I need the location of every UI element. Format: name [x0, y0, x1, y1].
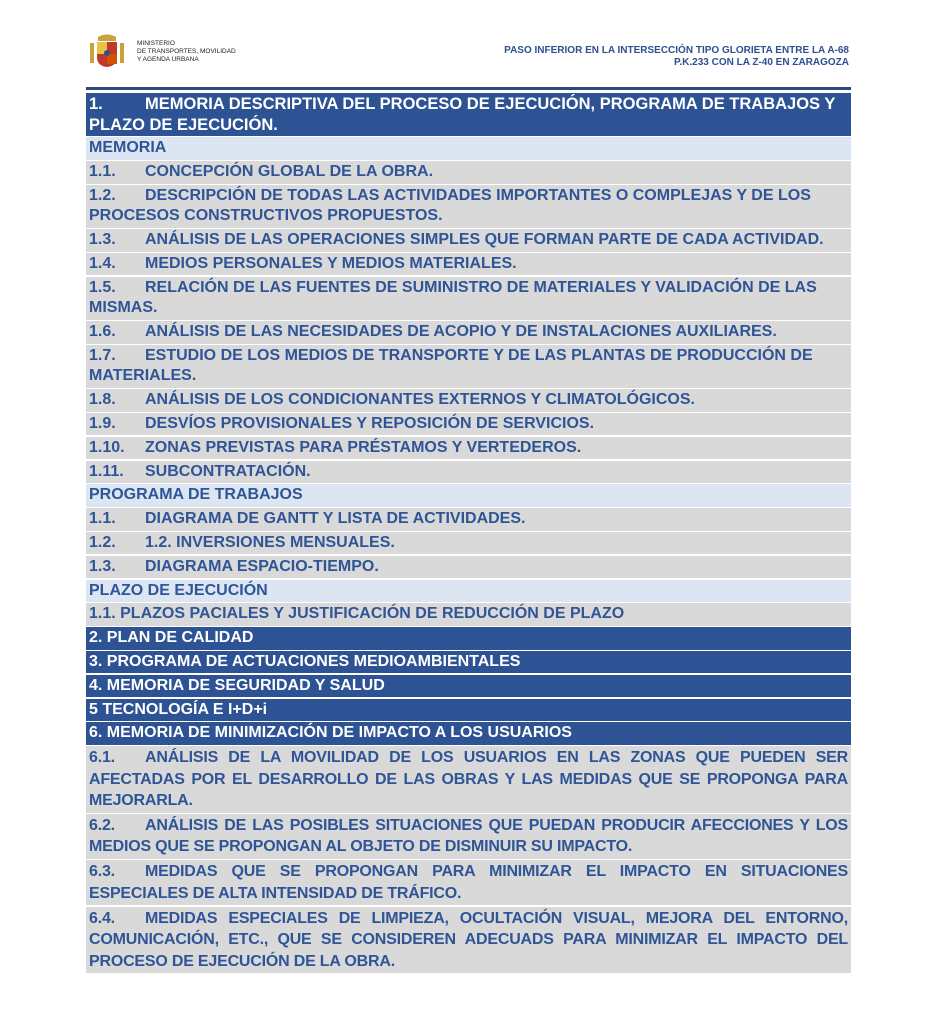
item-text: ZONAS PREVISTAS PARA PRÉSTAMOS Y VERTEDEROS. [145, 438, 582, 456]
item-number: 1.7. [89, 346, 116, 364]
item-number: 1.4. [89, 254, 116, 272]
item-text: 1.2. INVERSIONES MENSUALES. [145, 533, 395, 551]
item-row [86, 437, 851, 460]
item-row [86, 860, 851, 905]
item-number: 1.2. [89, 533, 116, 551]
item-row [86, 253, 851, 276]
item-number: 6.1. [89, 749, 115, 767]
item-text: PLAZO DE EJECUCIÓN [89, 581, 268, 599]
item-text: MEMORIA [89, 139, 167, 157]
item-row [86, 603, 851, 626]
item-text: DIAGRAMA DE GANTT Y LISTA DE ACTIVIDADES. [145, 510, 526, 528]
item-number: 1.3. [89, 231, 116, 249]
item-row [86, 556, 851, 579]
item-text: DESCRIPCIÓN DE TODAS LAS ACTIVIDADES IMPORTANTES O COMPLEJAS Y DE LOS PROCESOS CONSTRUCTIVOS PROPUESTOS. [89, 186, 811, 225]
item-text: MEMORIA DESCRIPTIVA DEL PROCESO DE EJECUCIÓN, PROGRAMA DE TRABAJOS Y PLAZO DE EJECUCIÓN. [89, 95, 836, 134]
item-number: 6.4. [89, 909, 115, 927]
item-text: CONCEPCIÓN GLOBAL DE LA OBRA. [145, 163, 434, 181]
item-text: MEDIOS PERSONALES Y MEDIOS MATERIALES. [145, 254, 517, 272]
item-number: 1.8. [89, 391, 116, 409]
item-number: 1.3. [89, 557, 116, 575]
item-text: 5 TECNOLOGÍA E I+D+i [89, 700, 268, 718]
item-row [86, 907, 851, 974]
item-row [86, 508, 851, 531]
item-row [86, 321, 851, 344]
item-text: 2. PLAN DE CALIDAD [89, 629, 254, 647]
item-text: ANÁLISIS DE LAS NECESIDADES DE ACOPIO Y DE INSTALACIONES AUXILIARES. [145, 323, 777, 341]
section-heading-row [86, 722, 851, 745]
subsection-heading-row [86, 580, 851, 603]
item-row [86, 532, 851, 555]
section-heading-row [86, 627, 851, 650]
item-text: SUBCONTRATACIÓN. [145, 462, 311, 480]
project-line: P.K.233 CON LA Z-40 EN ZARAGOZA [673, 57, 849, 68]
item-number: 1.2. [89, 186, 116, 204]
item-text: 1.1. PLAZOS PACIALES Y JUSTIFICACIÓN DE REDUCCIÓN DE PLAZO [89, 605, 625, 623]
ministry-line: MINISTERIO [137, 40, 175, 47]
item-row [86, 277, 851, 320]
item-text: MEDIDAS ESPECIALES DE LIMPIEZA, OCULTACIÓN VISUAL, MEJORA DEL ENTORNO, COMUNICACIÓN, ETC., QUE SE CONSIDEREN ADECUADS PARA MINIMIZAR EL IMPACTO DEL PROCESO DE EJECUCIÓN DE LA OBRA. [89, 909, 848, 970]
item-text: ANÁLISIS DE LAS OPERACIONES SIMPLES QUE FORMAN PARTE DE CADA ACTIVIDAD. [145, 231, 824, 249]
section-heading-row [86, 699, 851, 722]
contents-table [86, 93, 851, 974]
coat-of-arms-logo [88, 33, 126, 69]
item-number: 1.1. [89, 163, 116, 181]
item-row [86, 229, 851, 252]
section-heading-row [86, 93, 851, 136]
item-text: 4. MEMORIA DE SEGURIDAD Y SALUD [89, 676, 385, 694]
item-row [86, 814, 851, 859]
section-heading-row [86, 651, 851, 674]
item-row [86, 161, 851, 184]
item-number: 1.11. [89, 462, 124, 480]
item-text: PROGRAMA DE TRABAJOS [89, 486, 303, 504]
project-title [504, 45, 849, 69]
item-text: ANÁLISIS DE LA MOVILIDAD DE LOS USUARIOS EN LAS ZONAS QUE PUEDEN SER AFECTADAS POR EL DESARROLLO DE LAS OBRAS Y LAS MEDIDAS QUE SE PROPONGA PARA MEJORARLA. [89, 749, 848, 810]
item-row [86, 345, 851, 388]
item-number: 1.1. [89, 510, 116, 528]
item-number: 1.10. [89, 438, 125, 456]
item-row [86, 461, 851, 484]
header-divider [86, 87, 851, 90]
ministry-line: Y AGENDA URBANA [137, 56, 199, 63]
project-line: PASO INFERIOR EN LA INTERSECCIÓN TIPO GLORIETA ENTRE LA A-68 [504, 45, 849, 56]
item-text: MEDIDAS QUE SE PROPONGAN PARA MINIMIZAR EL IMPACTO EN SITUACIONES ESPECIALES DE ALTA INTENSIDAD DE TRÁFICO. [89, 863, 848, 902]
item-text: 6. MEMORIA DE MINIMIZACIÓN DE IMPACTO A LOS USUARIOS [89, 724, 572, 742]
item-text: ANÁLISIS DE LOS CONDICIONANTES EXTERNOS Y CLIMATOLÓGICOS. [145, 391, 695, 409]
item-number: 6.2. [89, 816, 115, 834]
item-number: 6.3. [89, 863, 115, 881]
item-row [86, 389, 851, 412]
section-heading-row [86, 675, 851, 698]
item-row [86, 185, 851, 228]
ministry-line: DE TRANSPORTES, MOVILIDAD [137, 48, 236, 55]
item-number: 1.5. [89, 278, 116, 296]
item-number: 1. [89, 95, 103, 113]
item-text: DESVÍOS PROVISIONALES Y REPOSICIÓN DE SERVICIOS. [145, 414, 595, 432]
subsection-heading-row [86, 484, 851, 507]
item-text: RELACIÓN DE LAS FUENTES DE SUMINISTRO DE MATERIALES Y VALIDACIÓN DE LAS MISMAS. [89, 278, 817, 317]
item-row [86, 746, 851, 813]
item-text: DIAGRAMA ESPACIO-TIEMPO. [145, 557, 379, 575]
ministry-name [137, 40, 236, 64]
item-number: 1.9. [89, 414, 116, 432]
subsection-heading-row [86, 137, 851, 160]
item-text: 3. PROGRAMA DE ACTUACIONES MEDIOAMBIENTALES [89, 652, 521, 670]
item-number: 1.6. [89, 323, 116, 341]
item-text: ANÁLISIS DE LAS POSIBLES SITUACIONES QUE PUEDAN PRODUCIR AFECCIONES Y LOS MEDIOS QUE SE PROPONGAN AL OBJETO DE DISMINUIR SU IMPACTO. [89, 816, 848, 856]
item-row [86, 413, 851, 436]
item-text: ESTUDIO DE LOS MEDIOS DE TRANSPORTE Y DE LAS PLANTAS DE PRODUCCIÓN DE MATERIALES. [89, 346, 813, 385]
